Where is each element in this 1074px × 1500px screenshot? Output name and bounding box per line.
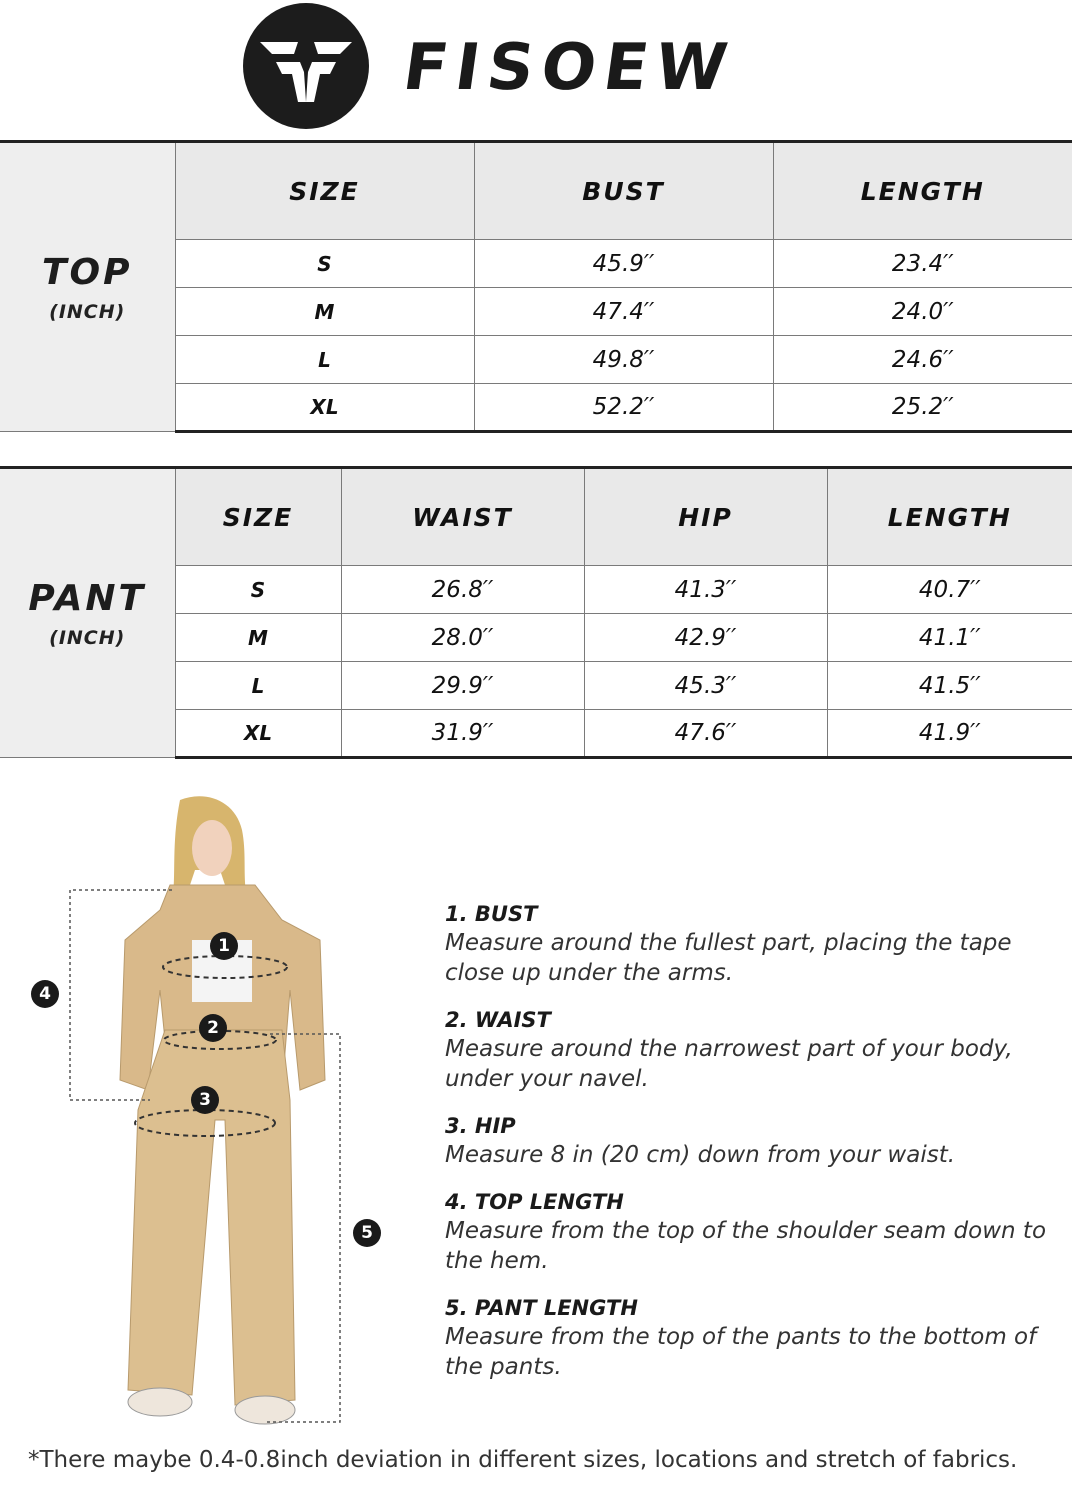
instruction-top-length [445, 1188, 1065, 1276]
bust-cell: 47.4′′ [474, 288, 773, 336]
instruction-title: 1. BUST [445, 902, 538, 926]
column-header: LENGTH [773, 142, 1072, 240]
measurement-figure [20, 790, 400, 1430]
instruction-text: Measure from the top of the shoulder seam down to the hem. [445, 1218, 1047, 1274]
instruction-title: 4. TOP LENGTH [445, 1190, 624, 1214]
deviation-footnote: *There maybe 0.4-0.8inch deviation in different sizes, locations and stretch of fabrics. [28, 1447, 1018, 1473]
waist-cell: 31.9′′ [341, 710, 584, 758]
size-cell: L [175, 336, 474, 384]
length-cell: 23.4′′ [773, 240, 1072, 288]
top-section-title: TOP [41, 251, 133, 293]
waist-cell: 26.8′′ [341, 566, 584, 614]
column-header: HIP [584, 468, 827, 566]
length-cell: 24.6′′ [773, 336, 1072, 384]
instruction-bust [445, 900, 1065, 988]
badge-hip: 3 [191, 1086, 219, 1114]
brand-name: FISOEW [398, 31, 740, 105]
instruction-text: Measure around the fullest part, placing the tape close up under the arms. [445, 930, 1012, 986]
pant-section-unit: (INCH) [49, 626, 126, 649]
size-cell: M [175, 614, 341, 662]
instruction-hip [445, 1112, 1065, 1170]
badge-waist: 2 [199, 1014, 227, 1042]
badge-pant-length: 5 [353, 1219, 381, 1247]
length-cell: 40.7′′ [827, 566, 1072, 614]
length-cell: 41.1′′ [827, 614, 1072, 662]
column-header: SIZE [175, 142, 474, 240]
pant-section-label [0, 468, 175, 758]
size-cell: S [175, 566, 341, 614]
instruction-pant-length [445, 1294, 1065, 1382]
hip-cell: 42.9′′ [584, 614, 827, 662]
badge-bust: 1 [210, 932, 238, 960]
bust-cell: 45.9′′ [474, 240, 773, 288]
length-cell: 41.5′′ [827, 662, 1072, 710]
waist-cell: 29.9′′ [341, 662, 584, 710]
hip-cell: 47.6′′ [584, 710, 827, 758]
top-size-table [0, 140, 1072, 433]
length-cell: 24.0′′ [773, 288, 1072, 336]
size-cell: L [175, 662, 341, 710]
measurement-instructions [445, 900, 1065, 1400]
brand-header [242, 2, 842, 130]
badge-top-length: 4 [31, 980, 59, 1008]
hip-cell: 41.3′′ [584, 566, 827, 614]
instruction-text: Measure from the top of the pants to the bottom of the pants. [445, 1324, 1037, 1380]
column-header: WAIST [341, 468, 584, 566]
bust-cell: 52.2′′ [474, 384, 773, 432]
size-cell: S [175, 240, 474, 288]
column-header: BUST [474, 142, 773, 240]
fisoew-logo-icon [242, 2, 370, 130]
hip-cell: 45.3′′ [584, 662, 827, 710]
instruction-waist [445, 1006, 1065, 1094]
pant-section-title: PANT [28, 577, 147, 619]
bust-cell: 49.8′′ [474, 336, 773, 384]
instruction-text: Measure around the narrowest part of your body, under your navel. [445, 1036, 1013, 1092]
column-header: LENGTH [827, 468, 1072, 566]
length-cell: 25.2′′ [773, 384, 1072, 432]
size-cell: M [175, 288, 474, 336]
instruction-title: 2. WAIST [445, 1008, 551, 1032]
instruction-title: 5. PANT LENGTH [445, 1296, 638, 1320]
size-cell: XL [175, 710, 341, 758]
column-header: SIZE [175, 468, 341, 566]
instruction-title: 3. HIP [445, 1114, 516, 1138]
top-section-label [0, 142, 175, 432]
instruction-text: Measure 8 in (20 cm) down from your waist. [445, 1142, 956, 1168]
top-section-unit: (INCH) [49, 300, 126, 323]
waist-cell: 28.0′′ [341, 614, 584, 662]
length-cell: 41.9′′ [827, 710, 1072, 758]
pant-size-table [0, 466, 1072, 759]
size-cell: XL [175, 384, 474, 432]
